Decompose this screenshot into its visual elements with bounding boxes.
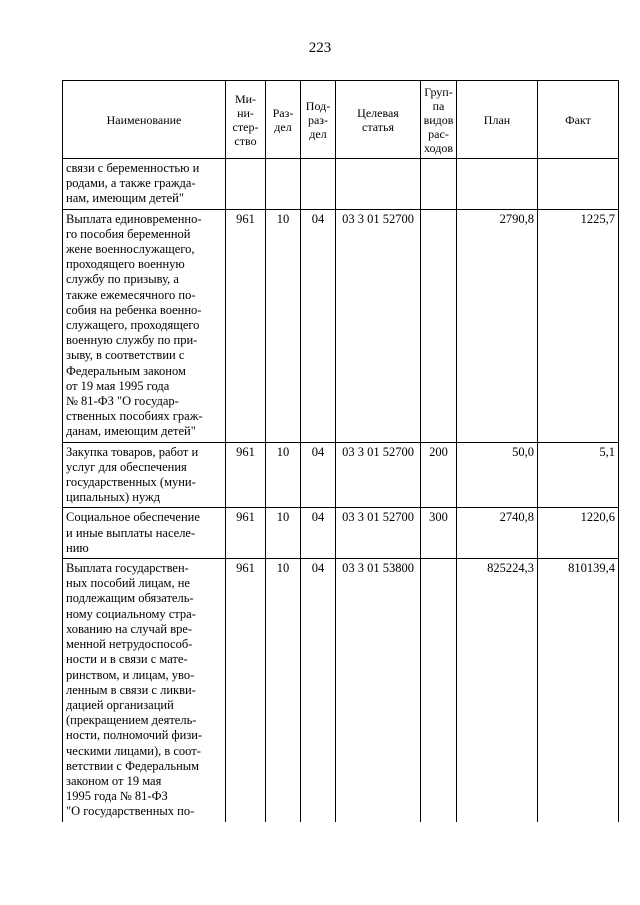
cell-fact: 1220,6	[538, 508, 619, 559]
cell-plan	[457, 159, 538, 210]
table-row	[63, 508, 619, 559]
cell-target-article: 03 3 01 52700	[336, 508, 421, 559]
header-plan: План	[457, 81, 538, 159]
cell-ministry: 961	[226, 442, 266, 508]
cell-plan: 2790,8	[457, 209, 538, 442]
cell-fact: 810139,4	[538, 559, 619, 822]
table-row	[63, 209, 619, 442]
cell-subsection: 04	[301, 508, 336, 559]
header-expense-group: Груп- па видов рас- ходов	[421, 81, 457, 159]
cell-target-article	[336, 159, 421, 210]
cell-expense-group	[421, 209, 457, 442]
cell-section: 10	[266, 442, 301, 508]
cell-expense-group: 200	[421, 442, 457, 508]
header-section: Раз- дел	[266, 81, 301, 159]
cell-plan: 825224,3	[457, 559, 538, 822]
cell-ministry: 961	[226, 209, 266, 442]
page-number: 223	[308, 40, 332, 56]
cell-ministry	[226, 159, 266, 210]
header-subsection: Под- раз- дел	[301, 81, 336, 159]
cell-subsection: 04	[301, 209, 336, 442]
cell-section: 10	[266, 209, 301, 442]
cell-section: 10	[266, 559, 301, 822]
header-name: Наименование	[63, 81, 226, 159]
cell-fact: 1225,7	[538, 209, 619, 442]
table-body	[63, 159, 619, 822]
cell-subsection: 04	[301, 559, 336, 822]
header-fact: Факт	[538, 81, 619, 159]
cell-subsection: 04	[301, 442, 336, 508]
cell-name: Выплата государствен- ных пособий лицам, не подлежащим обязатель- ному социальному стра- хованию на случай вре- менной нетрудоспособ- ности и в связи с мате- ринством, и лицам, уво- ленным в связи с ликви- дацией организаций (прекращением деятель- ности, полномочий физи- ческими лицами), в соот- ветствии с Федеральным законом от 19 мая 1995 года № 81-ФЗ "О государственных по-	[63, 559, 226, 822]
cell-fact	[538, 159, 619, 210]
cell-expense-group: 300	[421, 508, 457, 559]
table-row	[63, 442, 619, 508]
cell-name: Закупка товаров, работ и услуг для обеспечения государственных (муни- ципальных) нужд	[63, 442, 226, 508]
cell-target-article: 03 3 01 52700	[336, 209, 421, 442]
budget-table	[62, 80, 619, 822]
cell-expense-group	[421, 159, 457, 210]
cell-name: связи с беременностью и родами, а также гражда- нам, имеющим детей"	[63, 159, 226, 210]
table-row	[63, 559, 619, 822]
cell-section: 10	[266, 508, 301, 559]
cell-fact: 5,1	[538, 442, 619, 508]
cell-target-article: 03 3 01 53800	[336, 559, 421, 822]
cell-section	[266, 159, 301, 210]
cell-plan: 50,0	[457, 442, 538, 508]
cell-subsection	[301, 159, 336, 210]
cell-plan: 2740,8	[457, 508, 538, 559]
table-row	[63, 159, 619, 210]
header-target-article: Целевая статья	[336, 81, 421, 159]
cell-name: Выплата единовременно- го пособия беременной жене военнослужащего, проходящего военную службу по призыву, а также ежемесячного по- собия на ребенка военно- служащего, проходящего военную службу по при- зыву, в соответствии с Федеральным законом от 19 мая 1995 года № 81-ФЗ "О государ- ственных пособиях граж- данам, имеющим детей"	[63, 209, 226, 442]
cell-ministry: 961	[226, 508, 266, 559]
cell-target-article: 03 3 01 52700	[336, 442, 421, 508]
cell-ministry: 961	[226, 559, 266, 822]
cell-name: Социальное обеспечение и иные выплаты населе- нию	[63, 508, 226, 559]
table-header-row	[63, 81, 619, 159]
cell-expense-group	[421, 559, 457, 822]
header-ministry: Ми- ни- стер- ство	[226, 81, 266, 159]
